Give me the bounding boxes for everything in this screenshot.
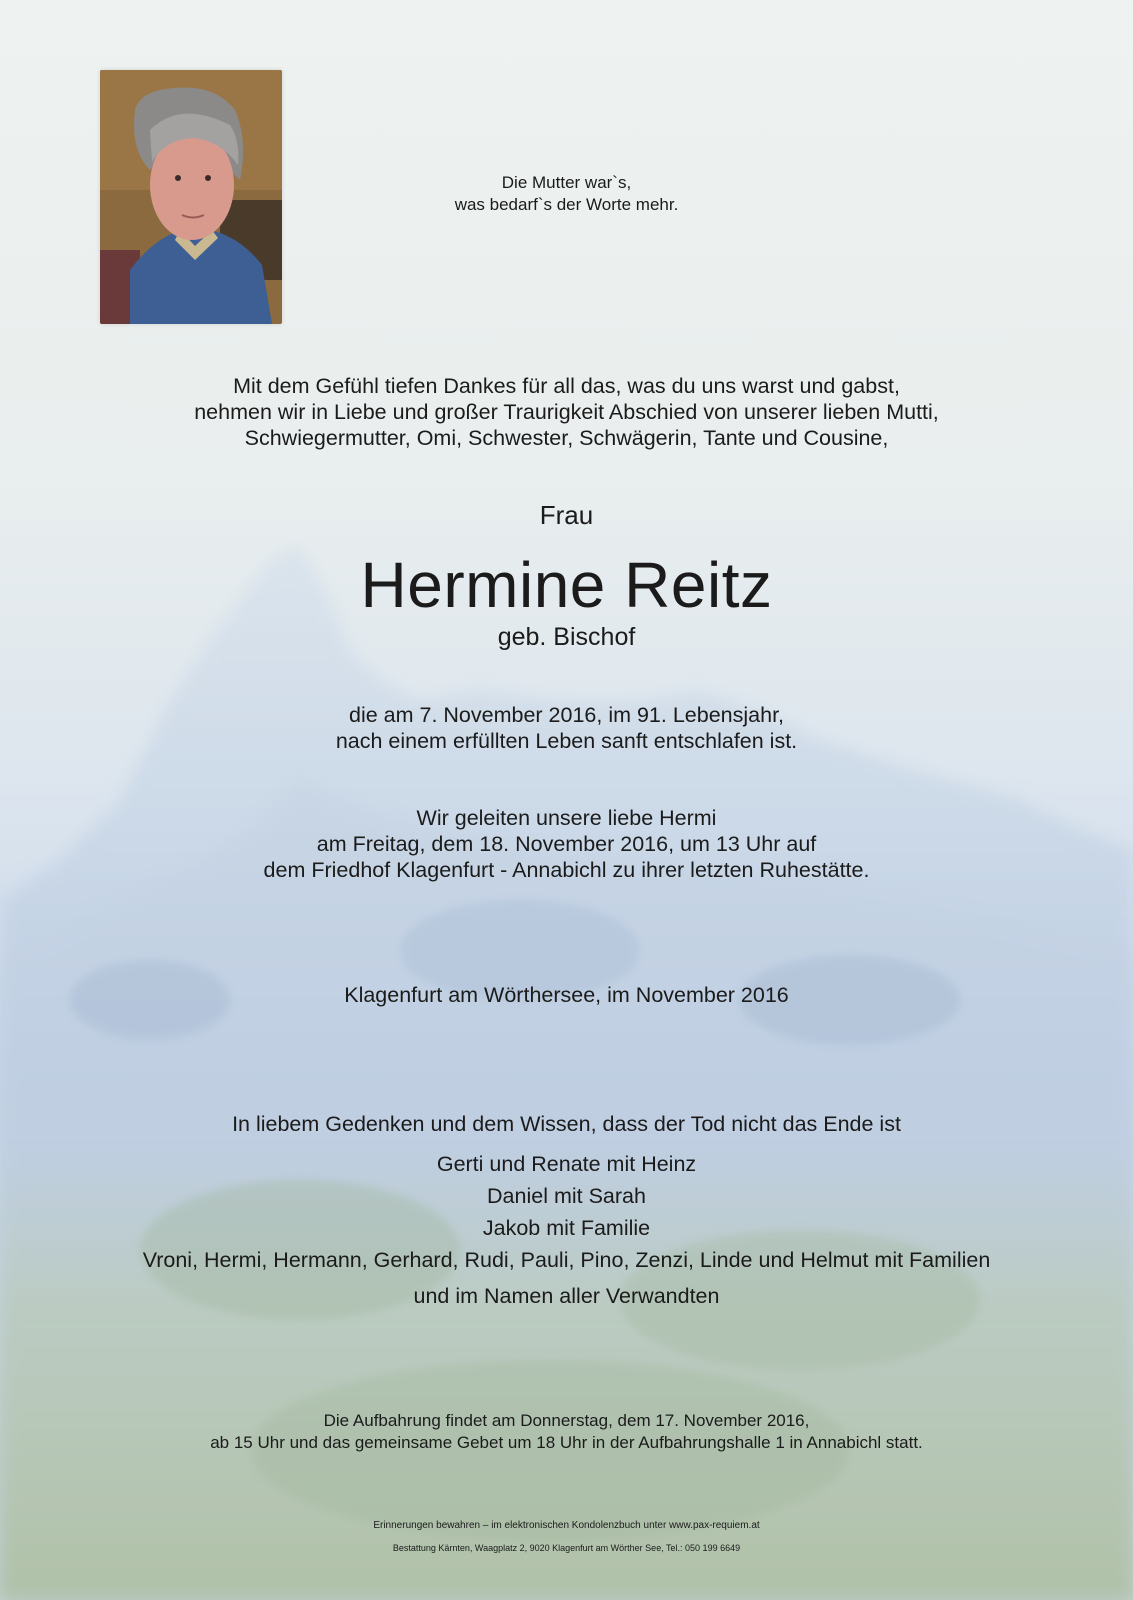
death-line-1: die am 7. November 2016, im 91. Lebensjahr,: [348, 703, 785, 727]
wake-line-2: ab 15 Uhr und das gemeinsame Gebet um 18 Uhr in der Aufbahrungshalle 1 in Annabichl statt.: [210, 1433, 923, 1452]
salutation: Frau: [539, 500, 594, 530]
remembrance-line: In liebem Gedenken und dem Wissen, dass der Tod nicht das Ende ist: [232, 1112, 901, 1136]
intro-line-3: Schwiegermutter, Omi, Schwester, Schwägerin, Tante und Cousine,: [244, 426, 889, 450]
funeral-notice: [0, 805, 1133, 883]
closing-line: und im Namen aller Verwandten: [413, 1284, 720, 1308]
motto-line-1: Die Mutter war`s,: [501, 173, 632, 192]
motto: [0, 172, 1133, 216]
death-notice: [0, 702, 1133, 754]
condolence-note: Erinnerungen bewahren – im elektronischen Kondolenzbuch unter www.pax-requiem.at: [373, 1520, 760, 1531]
mourner-entry: Gerti und Renate mit Heinz: [436, 1152, 697, 1176]
intro-line-1: Mit dem Gefühl tiefen Dankes für all das, was du uns warst und gabst,: [233, 374, 900, 398]
funeral-line-3: dem Friedhof Klagenfurt - Annabichl zu ihrer letzten Ruhestätte.: [263, 858, 870, 882]
intro-text: [0, 373, 1133, 451]
place-date: Klagenfurt am Wörthersee, im November 2016: [344, 983, 789, 1007]
mourner-entry: Vroni, Hermi, Hermann, Gerhard, Rudi, Pauli, Pino, Zenzi, Linde und Helmut mit Familien: [142, 1248, 991, 1272]
mourners-list: [0, 1148, 1133, 1276]
motto-line-2: was bedarf`s der Worte mehr.: [454, 195, 679, 214]
maiden-name: geb. Bischof: [497, 623, 636, 651]
deceased-name: Hermine Reitz: [360, 549, 773, 621]
intro-line-2: nehmen wir in Liebe und großer Traurigkeit Abschied von unserer lieben Mutti,: [194, 400, 939, 424]
undertaker-address: Bestattung Kärnten, Waagplatz 2, 9020 Klagenfurt am Wörther See, Tel.: 050 199 6649: [392, 1543, 741, 1553]
mourner-entry: Daniel mit Sarah: [487, 1184, 646, 1208]
mourner-entry: Jakob mit Familie: [482, 1216, 651, 1240]
wake-line-1: Die Aufbahrung findet am Donnerstag, dem 17. November 2016,: [323, 1411, 810, 1430]
funeral-line-1: Wir geleiten unsere liebe Hermi: [416, 806, 717, 830]
death-line-2: nach einem erfüllten Leben sanft entschlafen ist.: [335, 729, 798, 753]
wake-notice: [0, 1410, 1133, 1454]
funeral-line-2: am Freitag, dem 18. November 2016, um 13 Uhr auf: [316, 832, 817, 856]
